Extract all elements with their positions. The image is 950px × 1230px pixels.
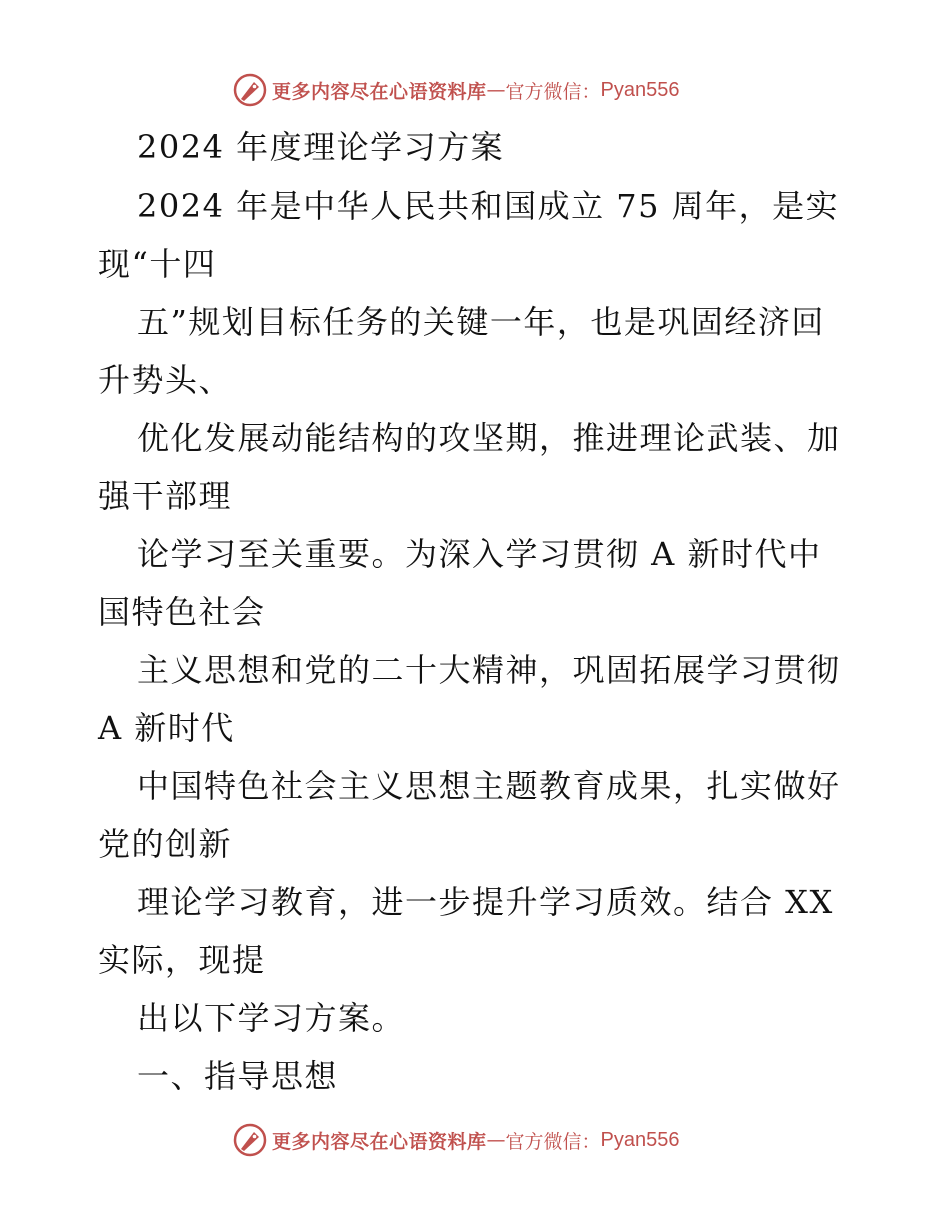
footer-watermark: [232, 1120, 680, 1160]
doc-line: 强干部理: [98, 477, 233, 515]
doc-line: 主义思想和党的二十大精神，巩固拓展学习贯彻: [137, 651, 841, 689]
doc-title: 2024 年度理论学习方案: [137, 128, 505, 166]
doc-line: 五”规划目标任务的关键一年，也是巩固经济回: [137, 303, 825, 341]
doc-line: 中国特色社会主义思想主题教育成果，扎实做好: [137, 767, 841, 805]
watermark-label: 官方微信：: [505, 80, 601, 103]
watermark-label: 官方微信：: [505, 1130, 601, 1153]
section-heading: 一、指导思想: [137, 1057, 339, 1095]
doc-line: 现“十四: [98, 245, 217, 283]
doc-line: 优化发展动能结构的攻坚期，推进理论武装、加: [137, 419, 841, 457]
doc-line: 党的创新: [98, 825, 233, 863]
doc-line: 2024 年是中华人民共和国成立 75 周年，是实: [137, 187, 840, 225]
doc-line: 升势头、: [98, 361, 233, 399]
watermark-dash: —: [486, 1129, 506, 1151]
doc-line: 论学习至关重要。为深入学习贯彻 A 新时代中: [137, 535, 822, 573]
watermark-brand-text: 更多内容尽在心语资料库: [272, 80, 487, 103]
header-watermark: [232, 70, 680, 110]
watermark-account: Pyan556: [600, 1128, 680, 1151]
doc-line: A 新时代: [98, 709, 235, 747]
doc-line: 实际，现提: [98, 941, 266, 979]
watermark-dash: —: [486, 79, 506, 101]
doc-line: 理论学习教育，进一步提升学习质效。结合 XX: [137, 883, 834, 921]
doc-line: 出以下学习方案。: [137, 999, 406, 1037]
watermark-account: Pyan556: [600, 78, 680, 101]
pen-nib-logo-icon: [232, 72, 268, 108]
pen-nib-logo-icon: [232, 1122, 268, 1158]
doc-line: 国特色社会: [98, 593, 266, 631]
watermark-brand-text: 更多内容尽在心语资料库: [272, 1130, 487, 1153]
